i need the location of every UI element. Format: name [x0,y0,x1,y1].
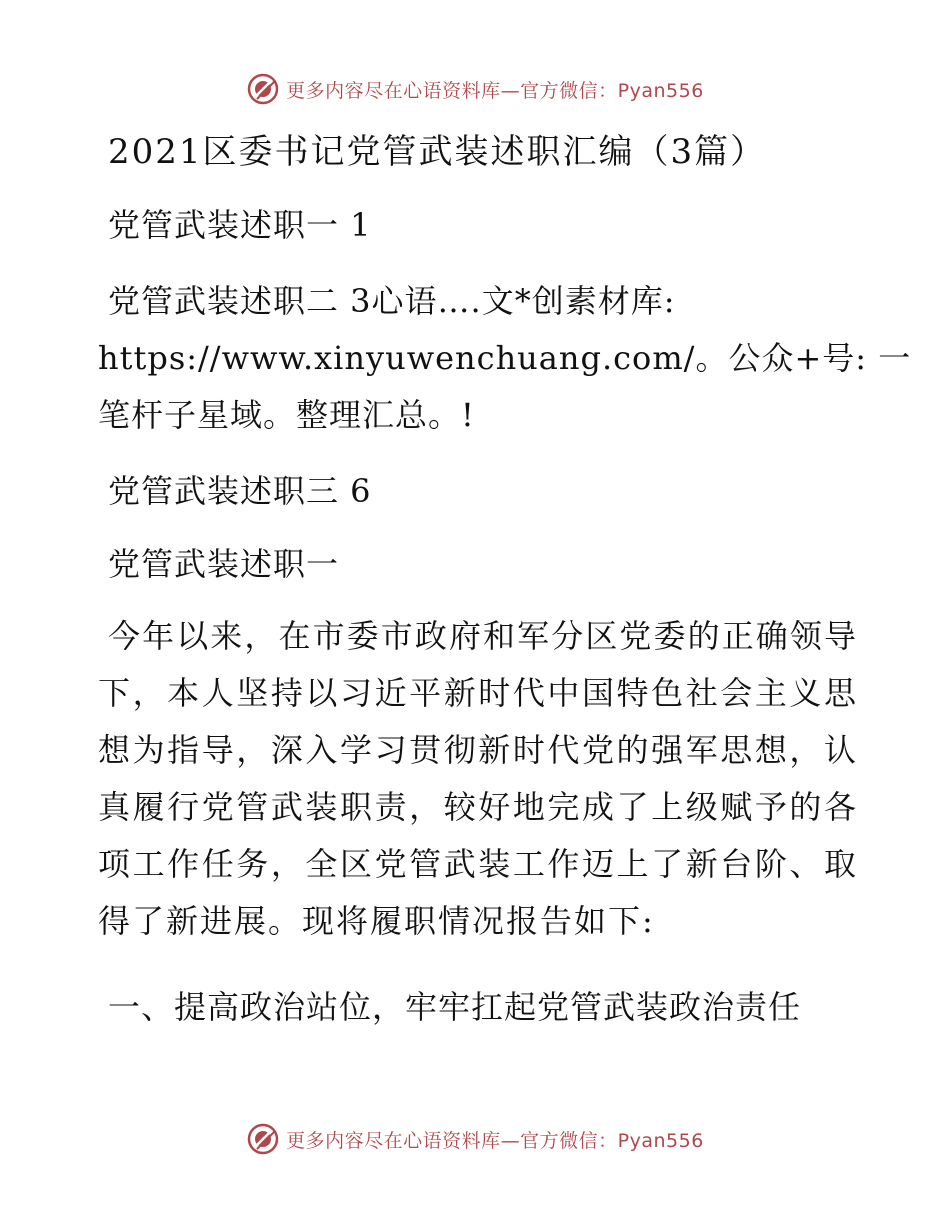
banner-text: 更多内容尽在心语资料库—官方微信：Pyan556 [286,79,704,102]
subheading-1: 一、提高政治站位，牢牢扛起党管武装政治责任 [108,988,802,1026]
toc-item-3: 党管武装述职三 6 [108,472,372,510]
banner-text: 更多内容尽在心语资料库—官方微信：Pyan556 [286,1129,704,1152]
toc-link-line: https://www.xinyuwenchuang.com/。公众+号: 一 [98,339,912,377]
toc-item-2-continued: 笔杆子星域。整理汇总。! [98,396,475,434]
toc-item-1: 党管武装述职一 1 [108,206,372,244]
section-heading: 党管武装述职一 [108,545,340,583]
toc-item-2: 党管武装述职二 3心语….文*创素材库: [108,282,676,320]
paragraph-text: 今年以来，在市委市政府和军分区党委的正确领导下，本人坚持以习近平新时代中国特色社会主义思想为指导，深入学习贯彻新时代党的强军思想，认真履行党管武装职责，较好地完成了上级赋予的各项工作任务，全区党管武装工作迈上了新台阶、取得了新进展。现将履职情况报告如下: [98,617,858,940]
seal-logo-icon [246,1122,280,1156]
document-title: 2021区委书记党管武装述职汇编（3篇） [108,132,767,172]
seal-logo-icon [246,72,280,106]
footer-banner [0,1122,950,1156]
header-banner [0,72,950,106]
body-paragraph [98,608,858,950]
